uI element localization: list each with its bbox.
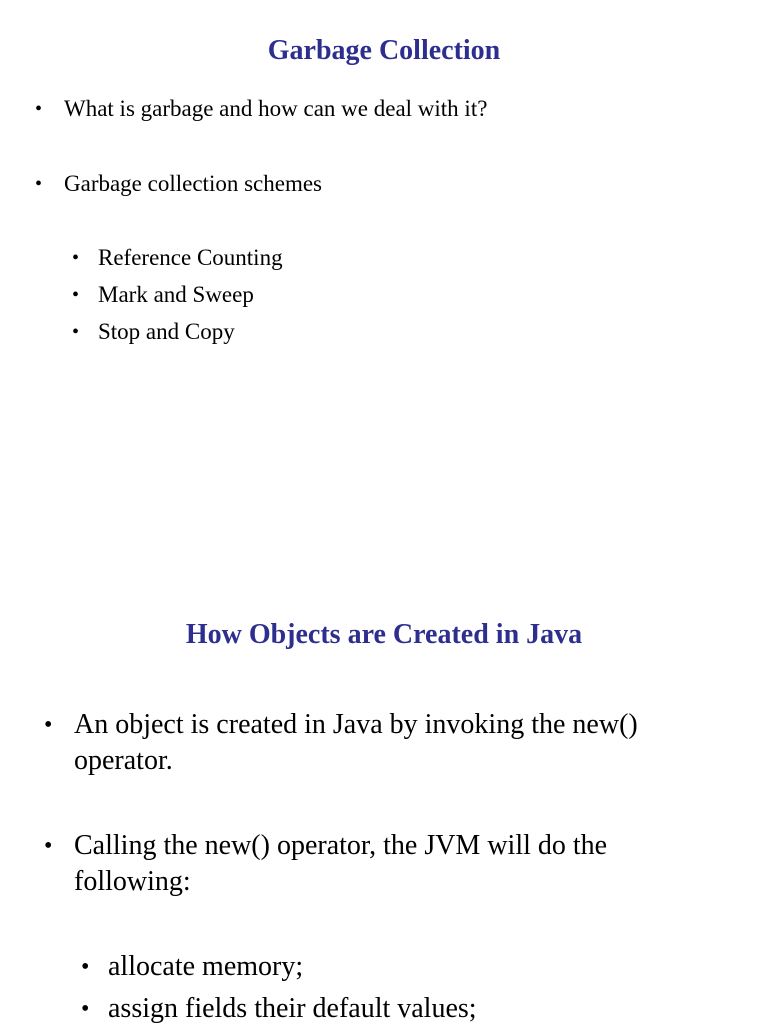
bullet-dot: • [35,173,43,195]
bullet-text: Calling the new() operator, the JVM will do the following: [74,830,608,897]
sub-bullet-text: Reference Counting [98,245,283,270]
bullet-dot: • [44,833,53,859]
slide-object-creation [0,560,768,1024]
bullet-text: An object is created in Java by invoking the new() operator. [74,709,638,776]
bullet-dot: • [44,712,53,738]
bullet-dot: • [72,321,80,343]
bullet-item [44,828,724,904]
bullet-dot: • [81,954,90,980]
sub-bullet-text: allocate memory; [108,951,304,982]
bullet-dot: • [81,996,90,1022]
bullet-dot: • [35,98,43,120]
sub-bullet-item [72,244,672,272]
sub-bullet-item [81,991,721,1027]
bullet-text: What is garbage and how can we deal with it? [64,96,488,121]
bullet-dot: • [72,247,80,269]
bullet-item [35,95,735,123]
sub-bullet-text: Mark and Sweep [98,282,254,307]
sub-bullet-text: Stop and Copy [98,319,235,344]
sub-bullet-item [72,281,672,309]
slide-title: How Objects are Created in Java [185,619,583,650]
sub-bullet-item [72,318,672,346]
sub-bullet-item [81,949,721,985]
sub-bullet-text: assign fields their default values; [108,993,477,1024]
slide-title: Garbage Collection [267,35,501,66]
bullet-item [44,707,724,783]
bullet-item [35,170,735,198]
bullet-text: Garbage collection schemes [64,171,322,196]
bullet-dot: • [72,284,80,306]
